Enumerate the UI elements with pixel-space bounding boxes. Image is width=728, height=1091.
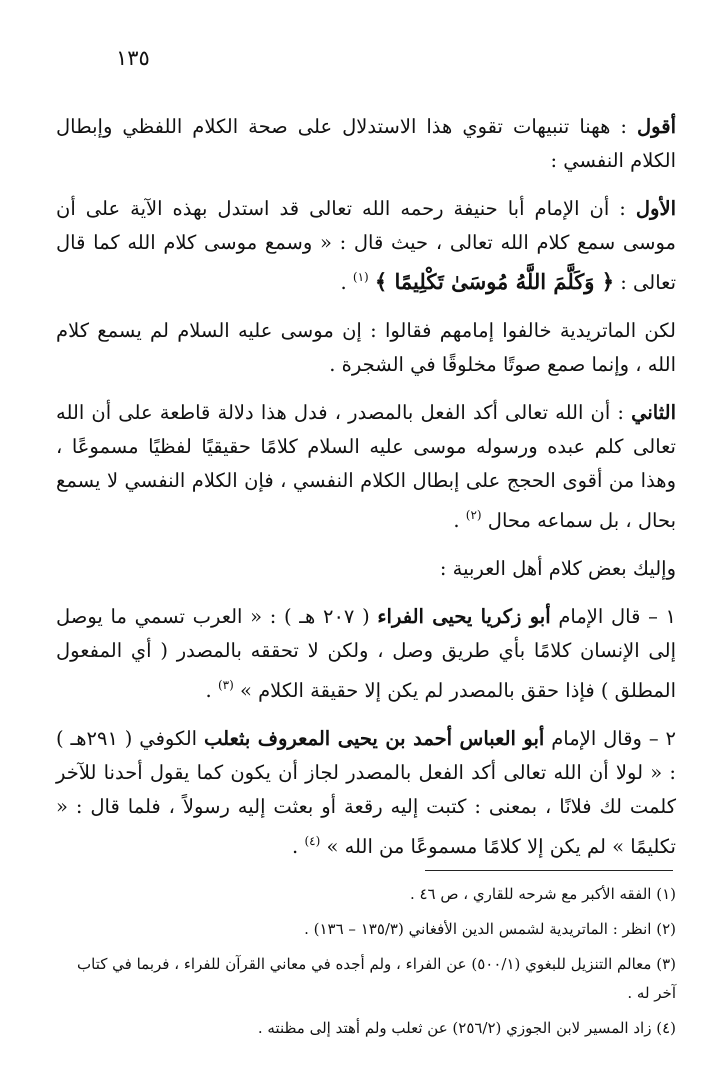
footnotes [56, 880, 676, 1049]
lead-word: الثاني [631, 401, 676, 424]
scholar-name: أبو زكريا يحيى الفراء [377, 605, 551, 628]
footnote-divider [425, 870, 673, 871]
main-text [56, 110, 676, 878]
paragraph-item-1 [56, 600, 676, 708]
paragraph-text: : أن الإمام أبا حنيفة رحمه الله تعالى قد استدل بهذه الآية على أن موسى سمع كلام الله تعالى ، حيث قال : « وسمع موسى كلام الله كما قال تعالى : [56, 197, 676, 294]
paragraph-text: لكن الماتريدية خالفوا إمامهم فقالوا : إن موسى عليه السلام لم يسمع كلام الله ، وإنما صمع صوتًا مخلوقًا في الشجرة . [56, 319, 676, 376]
paragraph-text: وإليك بعض كلام أهل العربية : [439, 557, 676, 580]
paragraph-item-2 [56, 722, 676, 864]
quran-verse: ﴿ وَكَلَّمَ اللَّهُ مُوسَىٰ تَكْلِيمًا ﴾ [374, 269, 615, 294]
paragraph-text: : أن الله تعالى أكد الفعل بالمصدر ، فدل هذا دلالة قاطعة على أن الله تعالى كلم عبده ورسوله موسى عليه السلام كلامًا حقيقيًا لفظيًا مسموعًا ، وهذا من أقوى الحجج على إبطال الكلام النفسي ، فإن الكلام النفسي لا يسمع بحال ، بل سماعه محال [56, 401, 676, 532]
lead-word: الأول [635, 197, 676, 220]
footnote-2: (٢) انظر : الماتريدية لشمس الدين الأفغاني (١٣٥/٣ – ١٣٦) . [304, 920, 676, 938]
lead-word: أقول [637, 115, 676, 138]
footnote-3: (٣) معالم التنزيل للبغوي (٥٠٠/١) عن الفراء ، ولم أجده في معاني القرآن للفراء ، فربما في كتاب آخر له . [77, 955, 676, 1002]
footnote-ref[interactable]: (٣) [217, 678, 234, 692]
footnote-4: (٤) زاد المسير لابن الجوزي (٢٥٦/٢) عن ثعلب ولم أهتد إلى مظنته . [257, 1019, 676, 1037]
page-number: ١٣٥ [116, 46, 150, 70]
paragraph-arabs-intro [56, 552, 676, 586]
paragraph-text: الكوفي ( ٢٩١هـ ) : « لولا أن الله تعالى أكد الفعل بالمصدر لجاز أن يكون كما يقول أحدنا للآخر كلمت لك فلانًا ، بمعنى : كتبت إليه رقعة أو بعثت إليه رسولاً ، فلما قال : « تكليمًا » لم يكن إلا كلامًا مسموعًا من الله » [56, 727, 676, 858]
paragraph-second [56, 396, 676, 538]
item-number: ١ – قال الإمام [550, 605, 677, 628]
paragraph-end: . [453, 509, 466, 532]
footnote-ref[interactable]: (٢) [465, 508, 482, 522]
paragraph-first [56, 192, 676, 300]
scholar-name: أبو العباس أحمد بن يحيى المعروف بثعلب [203, 727, 545, 750]
item-number: ٢ – وقال الإمام [544, 727, 676, 750]
paragraph-intro [56, 110, 676, 178]
footnote-ref[interactable]: (١) [352, 270, 369, 284]
paragraph-maturidi [56, 314, 676, 382]
footnote-1: (١) الفقه الأكبر مع شرحه للقاري ، ص ٤٦ . [409, 885, 676, 903]
paragraph-text: : ههنا تنبيهات تقوي هذا الاستدلال على صحة الكلام اللفظي وإبطال الكلام النفسي : [56, 115, 676, 172]
paragraph-end: . [340, 271, 353, 294]
footnote-ref[interactable]: (٤) [304, 834, 321, 848]
paragraph-end: . [205, 679, 218, 702]
paragraph-text: ( ٢٠٧ هـ ) : « العرب تسمي ما يوصل إلى الإنسان كلامًا بأي طريق وصل ، ولكن لا تحققه بالمصدر ( أي المفعول المطلق ) فإذا حقق بالمصدر لم يكن إلا حقيقة الكلام » [56, 605, 676, 702]
paragraph-end: . [292, 835, 305, 858]
